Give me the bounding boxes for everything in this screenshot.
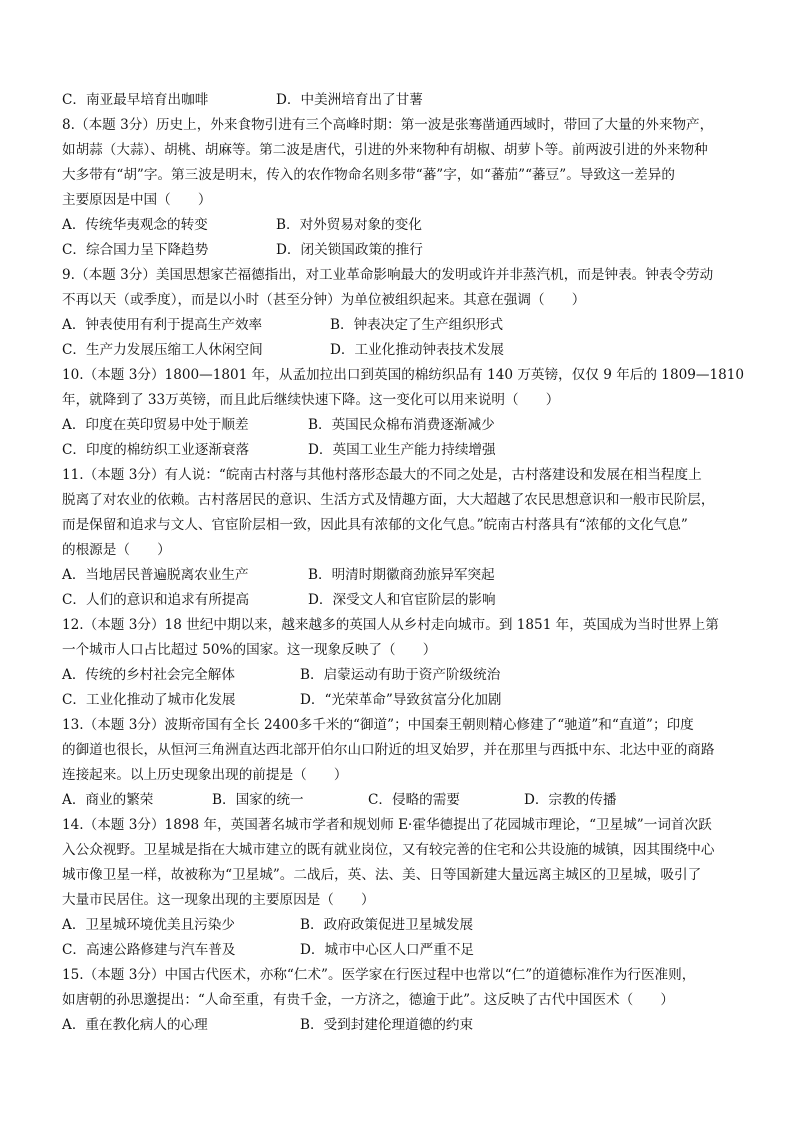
question-15	[62, 963, 742, 1038]
q11-stem-line: 脱离了对农业的依赖。古村落居民的意识、生活方式及情趣方面，大大超越了农民思想意识和一般市民阶层，	[62, 492, 715, 508]
q8-stem-line: 大多带有“胡”字。第三波是明末，传入的农作物命名则多带“蕃”字，如“蕃茄”“蕃豆”。导致这一差异的	[62, 167, 675, 183]
exam-page	[62, 88, 745, 1038]
q10-option-b[interactable]: B．英国民众棉布消费逐渐减少	[308, 417, 495, 433]
q8-option-d[interactable]: D．闭关锁国政策的推行	[276, 242, 423, 258]
q8-stem-line: 8.（本题 3分）历史上，外来食物引进有三个高峰时期：第一波是张骞凿通西域时，带回了大量的外来物产，	[62, 117, 714, 133]
q9-options-row-1	[62, 313, 742, 338]
q11-stem-line: 而是保留和追求与文人、官宦阶层相一致，因此具有浓郁的文化气息。”皖南古村落具有“浓郁的文化气息”	[62, 517, 688, 533]
q12-stem-line: 12.（本题 3分）18 世纪中期以来，越来越多的英国人从乡村走向城市。到 1851 年，英国成为当时世界上第	[62, 617, 719, 633]
q9-stem-line: 不再以天（或季度），而是以小时（甚至分钟）为单位被组织起来。其意在强调（ ）	[62, 292, 586, 308]
q12-option-c[interactable]: C．工业化推动了城市化发展	[62, 692, 236, 708]
q10-option-c[interactable]: C．印度的棉纺织工业逐渐衰落	[62, 442, 250, 458]
question-14	[62, 813, 742, 963]
q14-stem-line: 14.（本题 3分）1898 年，英国著名城市学者和规划师 E·霍华德提出了花园城市理论，“卫星城”一词首次跃	[62, 817, 712, 833]
q13-option-d[interactable]: D．宗教的传播	[524, 792, 617, 808]
q15-options-row-1	[62, 1013, 742, 1038]
q14-option-d[interactable]: D．城市中心区人口严重不足	[300, 942, 475, 958]
q10-stem-line: 年，就降到了 33万英镑，而且此后继续快速下降。这一变化可以用来说明（ ）	[62, 392, 560, 408]
q14-stem-line: 大量市民居住。这一现象出现的主要原因是（ ）	[62, 892, 375, 908]
q7-option-d[interactable]: D．中美洲培育出了甘薯	[276, 92, 423, 108]
q9-option-d[interactable]: D．工业化推动钟表技术发展	[330, 342, 505, 358]
question-13	[62, 713, 742, 813]
q13-stem-line: 13.（本题 3分）波斯帝国有全长 2400多千米的“御道”；中国秦王朝则精心修建了“驰道”和“直道”；印度	[62, 717, 694, 733]
q11-option-d[interactable]: D．深受文人和官宦阶层的影响	[308, 592, 496, 608]
q13-stem-line: 连接起来。以上历史现象出现的前提是（ ）	[62, 767, 348, 783]
q12-stem-line: 一个城市人口占比超过 50%的国家。这一现象反映了（ ）	[62, 642, 437, 658]
q11-option-c[interactable]: C．人们的意识和追求有所提高	[62, 592, 250, 608]
q9-option-b[interactable]: B．钟表决定了生产组织形式	[330, 317, 504, 333]
q12-options-row-1	[62, 663, 742, 688]
q13-stem-line: 的御道也很长，从恒河三角洲直达西北部开伯尔山口附近的坦叉始罗，并在那里与西抵中东、北达中亚的商路	[62, 742, 715, 758]
q11-stem-line: 11.（本题 3分）有人说：“皖南古村落与其他村落形态最大的不同之处是，古村落建设和发展在相当程度上	[62, 467, 702, 483]
q11-stem-line: 的根源是（ ）	[62, 542, 171, 558]
question-10	[62, 363, 745, 463]
q11-option-b[interactable]: B．明清时期徽商劲旅异军突起	[308, 567, 495, 583]
q11-options-row-2	[62, 588, 742, 613]
q9-stem-line: 9.（本题 3分）美国思想家芒福德指出，对工业革命影响最大的发明或许并非蒸汽机，而是钟表。钟表令劳动	[62, 267, 714, 283]
q10-option-a[interactable]: A．印度在英印贸易中处于顺差	[62, 417, 249, 433]
q10-options-row-1	[62, 413, 742, 438]
q13-option-c[interactable]: C．侵略的需要	[368, 792, 460, 808]
q8-stem-line: 如胡蒜（大蒜）、胡桃、胡麻等。第二波是唐代，引进的外来物种有胡椒、胡萝卜等。前两波引进的外来物种	[62, 142, 708, 158]
q8-option-c[interactable]: C．综合国力呈下降趋势	[62, 242, 209, 258]
q13-option-b[interactable]: B．国家的统一	[212, 792, 304, 808]
q8-option-a[interactable]: A．传统华夷观念的转变	[62, 217, 208, 233]
q9-options-row-2	[62, 338, 742, 363]
q14-stem-line: 入公众视野。卫星城是指在大城市建立的既有就业岗位，又有较完善的住宅和公共设施的城镇，因其围绕中心	[62, 842, 715, 858]
q14-stem-line: 城市像卫星一样，故被称为“卫星城”。二战后，英、法、美、日等国新建大量远离主城区的卫星城，吸引了	[62, 867, 702, 883]
q13-option-a[interactable]: A．商业的繁荣	[62, 792, 154, 808]
q11-options-row-1	[62, 563, 742, 588]
q8-options-row-2	[62, 238, 742, 263]
q8-options-row-1	[62, 213, 742, 238]
q9-option-a[interactable]: A．钟表使用有利于提高生产效率	[62, 317, 263, 333]
q10-stem-line: 10.（本题 3分）1800—1801 年，从孟加拉出口到英国的棉纺织品有 140 万英镑，仅仅 9 年后的 1809—1810	[62, 367, 745, 383]
q15-option-a[interactable]: A．重在教化病人的心理	[62, 1017, 208, 1033]
q13-options-row	[62, 788, 742, 813]
q10-option-d[interactable]: D．英国工业生产能力持续增强	[308, 442, 496, 458]
question-9	[62, 263, 742, 363]
q15-stem-line: 15.（本题 3分）中国古代医术，亦称“仁术”。医学家在行医过程中也常以“仁”的道德标准作为行医准则，	[62, 967, 696, 983]
q12-option-b[interactable]: B．启蒙运动有助于资产阶级统治	[300, 667, 501, 683]
q14-option-a[interactable]: A．卫星城环境优美且污染少	[62, 917, 235, 933]
q10-options-row-2	[62, 438, 742, 463]
q12-options-row-2	[62, 688, 742, 713]
q12-option-a[interactable]: A．传统的乡村社会完全解体	[62, 667, 235, 683]
question-11	[62, 463, 742, 613]
q15-stem-line: 如唐朝的孙思邈提出：“人命至重，有贵千金，一方济之，德逾于此”。这反映了古代中国医术（ ）	[62, 992, 675, 1008]
q14-option-b[interactable]: B．政府政策促进卫星城发展	[300, 917, 474, 933]
q14-option-c[interactable]: C．高速公路修建与汽车普及	[62, 942, 236, 958]
q9-option-c[interactable]: C．生产力发展压缩工人休闲空间	[62, 342, 263, 358]
question-12	[62, 613, 742, 713]
q15-option-b[interactable]: B．受到封建伦理道德的约束	[300, 1017, 474, 1033]
q11-option-a[interactable]: A．当地居民普遍脱离农业生产	[62, 567, 249, 583]
q14-options-row-1	[62, 913, 742, 938]
q14-options-row-2	[62, 938, 742, 963]
q8-stem-line: 主要原因是中国（ ）	[62, 192, 212, 208]
q7-options-row-2	[62, 88, 742, 113]
q8-option-b[interactable]: B．对外贸易对象的变化	[276, 217, 422, 233]
q12-option-d[interactable]: D．“光荣革命”导致贫富分化加剧	[300, 692, 502, 708]
q7-option-c[interactable]: C．南亚最早培育出咖啡	[62, 92, 209, 108]
question-8	[62, 113, 742, 263]
